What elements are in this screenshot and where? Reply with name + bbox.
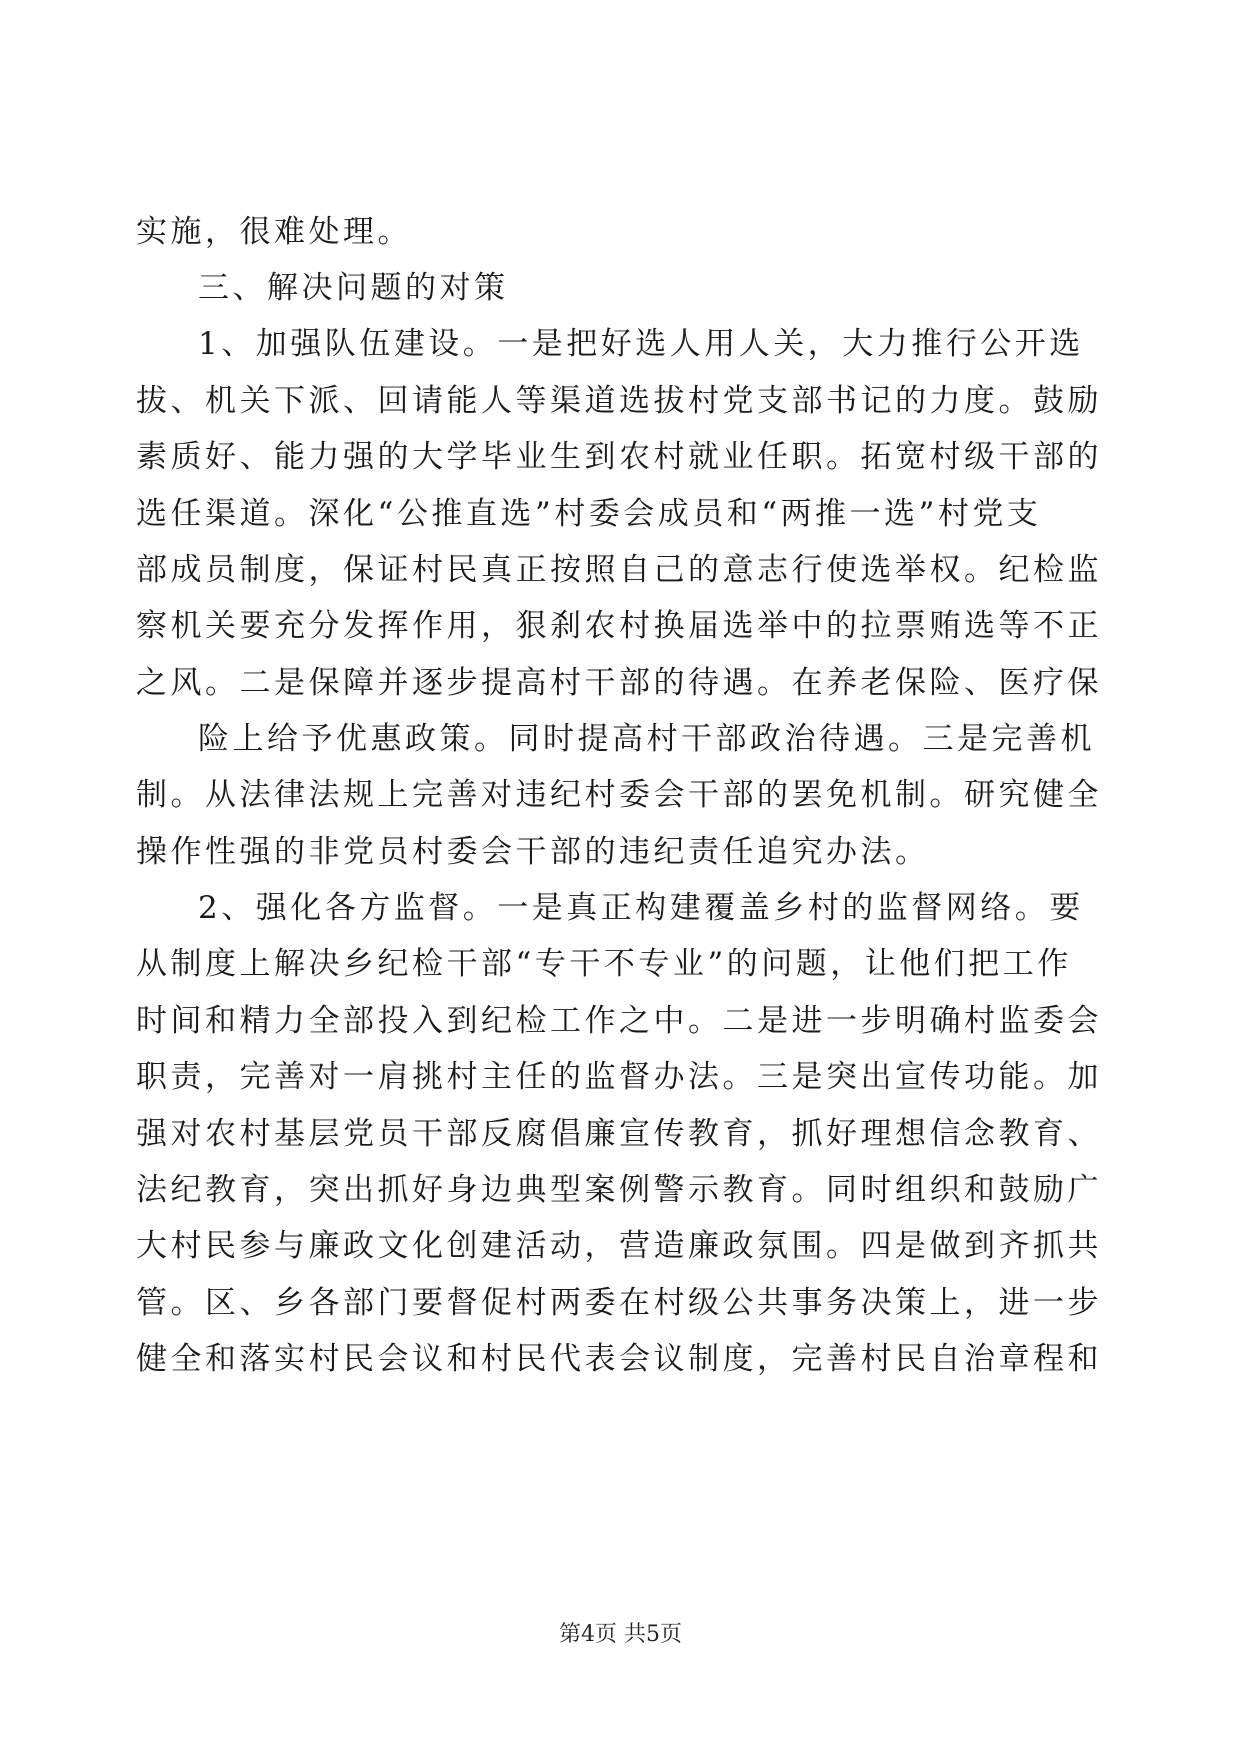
text-line: 察机关要充分发挥作用，狠刹农村换届选举中的拉票贿选等不正	[136, 608, 1102, 644]
text-line: 部成员制度，保证村民真正按照自己的意志行使选举权。纪检监	[136, 552, 1102, 588]
text-line: 法纪教育，突出抓好身边典型案例警示教育。同时组织和鼓励广	[136, 1172, 1102, 1208]
text-line: 操作性强的非党员村委会干部的违纪责任追究办法。	[136, 834, 930, 870]
text-line: 之风。二是保障并逐步提高村干部的待遇。在养老保险、医疗保	[136, 665, 1102, 701]
text-line: 制。从法律法规上完善对违纪村委会干部的罢免机制。研究健全	[136, 777, 1102, 813]
text-line: 从制度上解决乡纪检干部“专干不专业”的问题，让他们把工作	[136, 946, 1072, 982]
page-footer: 第4页 共5页	[559, 1622, 682, 1647]
text-line: 大村民参与廉政文化创建活动，营造廉政氛围。四是做到齐抓共	[136, 1228, 1102, 1264]
text-line: 选任渠道。深化“公推直选”村委会成员和“两推一选”村党支	[136, 496, 1042, 532]
text-line: 实施，很难处理。	[136, 214, 412, 250]
section-heading: 三、解决问题的对策	[198, 270, 509, 306]
text-line: 险上给予优惠政策。同时提高村干部政治待遇。三是完善机	[198, 721, 1095, 757]
text-line: 拔、机关下派、回请能人等渠道选拔村党支部书记的力度。鼓励	[136, 383, 1102, 419]
text-line: 素质好、能力强的大学毕业生到农村就业任职。拓宽村级干部的	[136, 439, 1102, 475]
text-line: 时间和精力全部投入到纪检工作之中。二是进一步明确村监委会	[136, 1003, 1102, 1039]
text-line: 管。区、乡各部门要督促村两委在村级公共事务决策上，进一步	[136, 1285, 1102, 1321]
text-line: 强对农村基层党员干部反腐倡廉宣传教育，抓好理想信念教育、	[136, 1116, 1102, 1152]
text-line: 职责，完善对一肩挑村主任的监督办法。三是突出宣传功能。加	[136, 1059, 1102, 1095]
text-line: 2、强化各方监督。一是真正构建覆盖乡村的监督网络。要	[198, 890, 1084, 926]
text-line: 1、加强队伍建设。一是把好选人用人关，大力推行公开选	[198, 326, 1084, 362]
text-line: 健全和落实村民会议和村民代表会议制度，完善村民自治章程和	[136, 1341, 1102, 1377]
